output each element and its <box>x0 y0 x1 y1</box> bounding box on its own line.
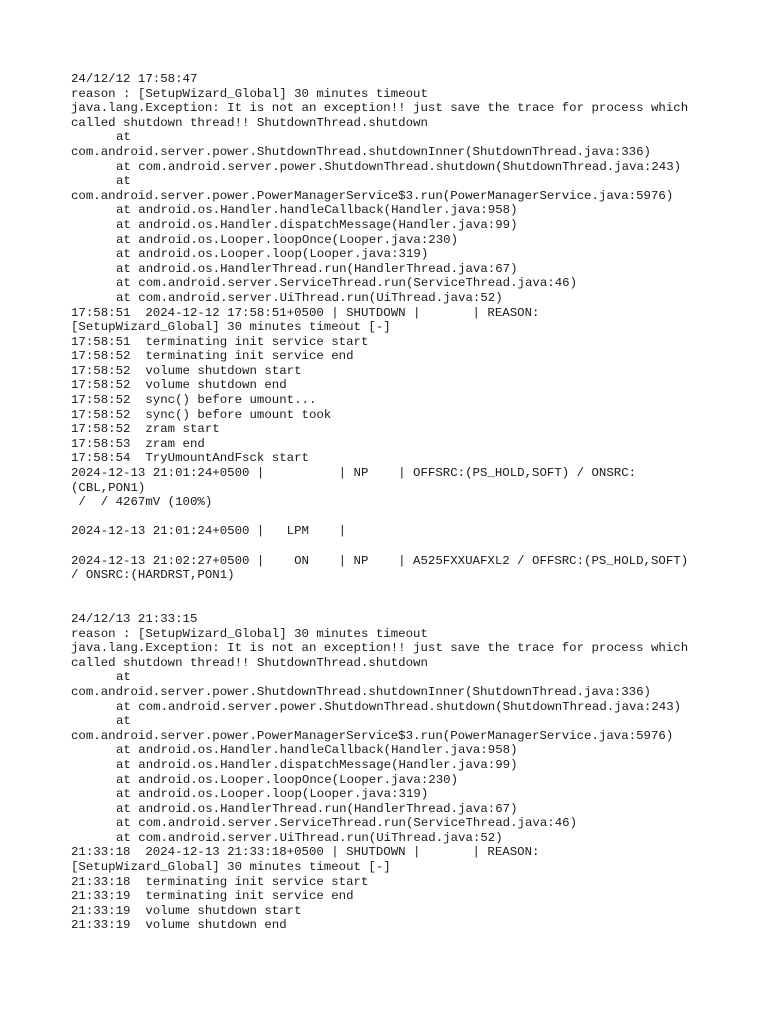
log-line: at com.android.server.ServiceThread.run(ServiceThread.java:46) <box>116 276 578 291</box>
log-line: com.android.server.power.ShutdownThread.shutdownInner(ShutdownThread.java:336) <box>71 144 651 159</box>
log-line: at <box>116 670 131 685</box>
log-line: 17:58:51 2024-12-12 17:58:51+0500 | SHUTDOWN | | REASON: <box>71 305 540 320</box>
log-line: 2024-12-13 21:02:27+0500 | ON | NP | A525FXXUAFXL2 / OFFSRC:(PS_HOLD,SOFT) <box>71 553 689 568</box>
log-line: at <box>116 130 131 145</box>
log-line: 21:33:18 2024-12-13 21:33:18+0500 | SHUTDOWN | | REASON: <box>71 845 540 860</box>
log-line: at android.os.Handler.dispatchMessage(Handler.java:99) <box>116 217 518 232</box>
log-line: at android.os.Handler.dispatchMessage(Handler.java:99) <box>116 757 518 772</box>
log-line: at com.android.server.ServiceThread.run(ServiceThread.java:46) <box>116 816 578 831</box>
log-line: at <box>116 174 131 189</box>
log-line: com.android.server.power.PowerManagerService$3.run(PowerManagerService.java:5976) <box>71 728 674 743</box>
log-line: called shutdown thread!! ShutdownThread.shutdown <box>71 655 428 670</box>
log-line: 2024-12-13 21:01:24+0500 | | NP | OFFSRC:(PS_HOLD,SOFT) / ONSRC: <box>71 466 637 481</box>
log-line: com.android.server.power.ShutdownThread.shutdownInner(ShutdownThread.java:336) <box>71 684 651 699</box>
log-line: at android.os.Looper.loop(Looper.java:319) <box>116 787 429 802</box>
log-line: at android.os.HandlerThread.run(HandlerThread.java:67) <box>116 801 518 816</box>
log-line: [SetupWizard_Global] 30 minutes timeout [-] <box>71 320 391 335</box>
log-line: at com.android.server.power.ShutdownThread.shutdown(ShutdownThread.java:243) <box>116 699 682 714</box>
log-line: com.android.server.power.PowerManagerService$3.run(PowerManagerService.java:5976) <box>71 188 674 203</box>
log-line: 21:33:19 volume shutdown start <box>71 903 302 918</box>
log-line: 21:33:19 terminating init service end <box>71 889 354 904</box>
log-line: called shutdown thread!! ShutdownThread.shutdown <box>71 115 428 130</box>
log-line: 17:58:52 volume shutdown end <box>71 378 287 393</box>
log-text-view <box>71 72 711 933</box>
log-line: 2024-12-13 21:01:24+0500 | LPM | <box>71 524 347 539</box>
log-line: reason : [SetupWizard_Global] 30 minutes timeout <box>71 626 428 641</box>
log-line: at android.os.Handler.handleCallback(Handler.java:958) <box>116 743 518 758</box>
log-line: at android.os.HandlerThread.run(HandlerThread.java:67) <box>116 261 518 276</box>
log-line <box>71 510 711 525</box>
log-line: reason : [SetupWizard_Global] 30 minutes timeout <box>71 86 428 101</box>
log-line: at android.os.Handler.handleCallback(Handler.java:958) <box>116 203 518 218</box>
log-line: at android.os.Looper.loop(Looper.java:319) <box>116 247 429 262</box>
log-line: 21:33:18 terminating init service start <box>71 874 369 889</box>
log-line: at android.os.Looper.loopOnce(Looper.java:230) <box>116 772 459 787</box>
log-line: at <box>116 714 131 729</box>
log-line: at com.android.server.UiThread.run(UiThread.java:52) <box>116 830 503 845</box>
log-line: 17:58:54 TryUmountAndFsck start <box>71 451 309 466</box>
log-line: at android.os.Looper.loopOnce(Looper.java:230) <box>116 232 459 247</box>
log-line: 17:58:52 sync() before umount... <box>71 393 317 408</box>
log-line: 17:58:52 sync() before umount took <box>71 407 332 422</box>
log-line: 24/12/12 17:58:47 <box>71 72 198 86</box>
log-line <box>71 583 711 598</box>
log-line: java.lang.Exception: It is not an exception!! just save the trace for process which <box>71 101 689 116</box>
log-line: 17:58:53 zram end <box>71 436 205 451</box>
log-line: 21:33:19 volume shutdown end <box>71 918 287 933</box>
log-line <box>71 597 711 612</box>
log-line: at com.android.server.power.ShutdownThread.shutdown(ShutdownThread.java:243) <box>116 159 682 174</box>
log-line: 17:58:52 volume shutdown start <box>71 363 302 378</box>
log-line: at com.android.server.UiThread.run(UiThread.java:52) <box>116 290 503 305</box>
log-line: (CBL,PON1) <box>71 480 146 495</box>
log-line: 24/12/13 21:33:15 <box>71 611 198 626</box>
log-line: [SetupWizard_Global] 30 minutes timeout [-] <box>71 860 391 875</box>
log-line: / ONSRC:(HARDRST,PON1) <box>71 568 235 583</box>
log-line: 17:58:52 zram start <box>71 422 220 437</box>
log-line: java.lang.Exception: It is not an exception!! just save the trace for process which <box>71 641 689 656</box>
log-line: 17:58:51 terminating init service start <box>71 334 369 349</box>
log-line: / / 4267mV (100%) <box>71 495 213 510</box>
log-line: 17:58:52 terminating init service end <box>71 349 354 364</box>
log-line <box>71 539 711 554</box>
